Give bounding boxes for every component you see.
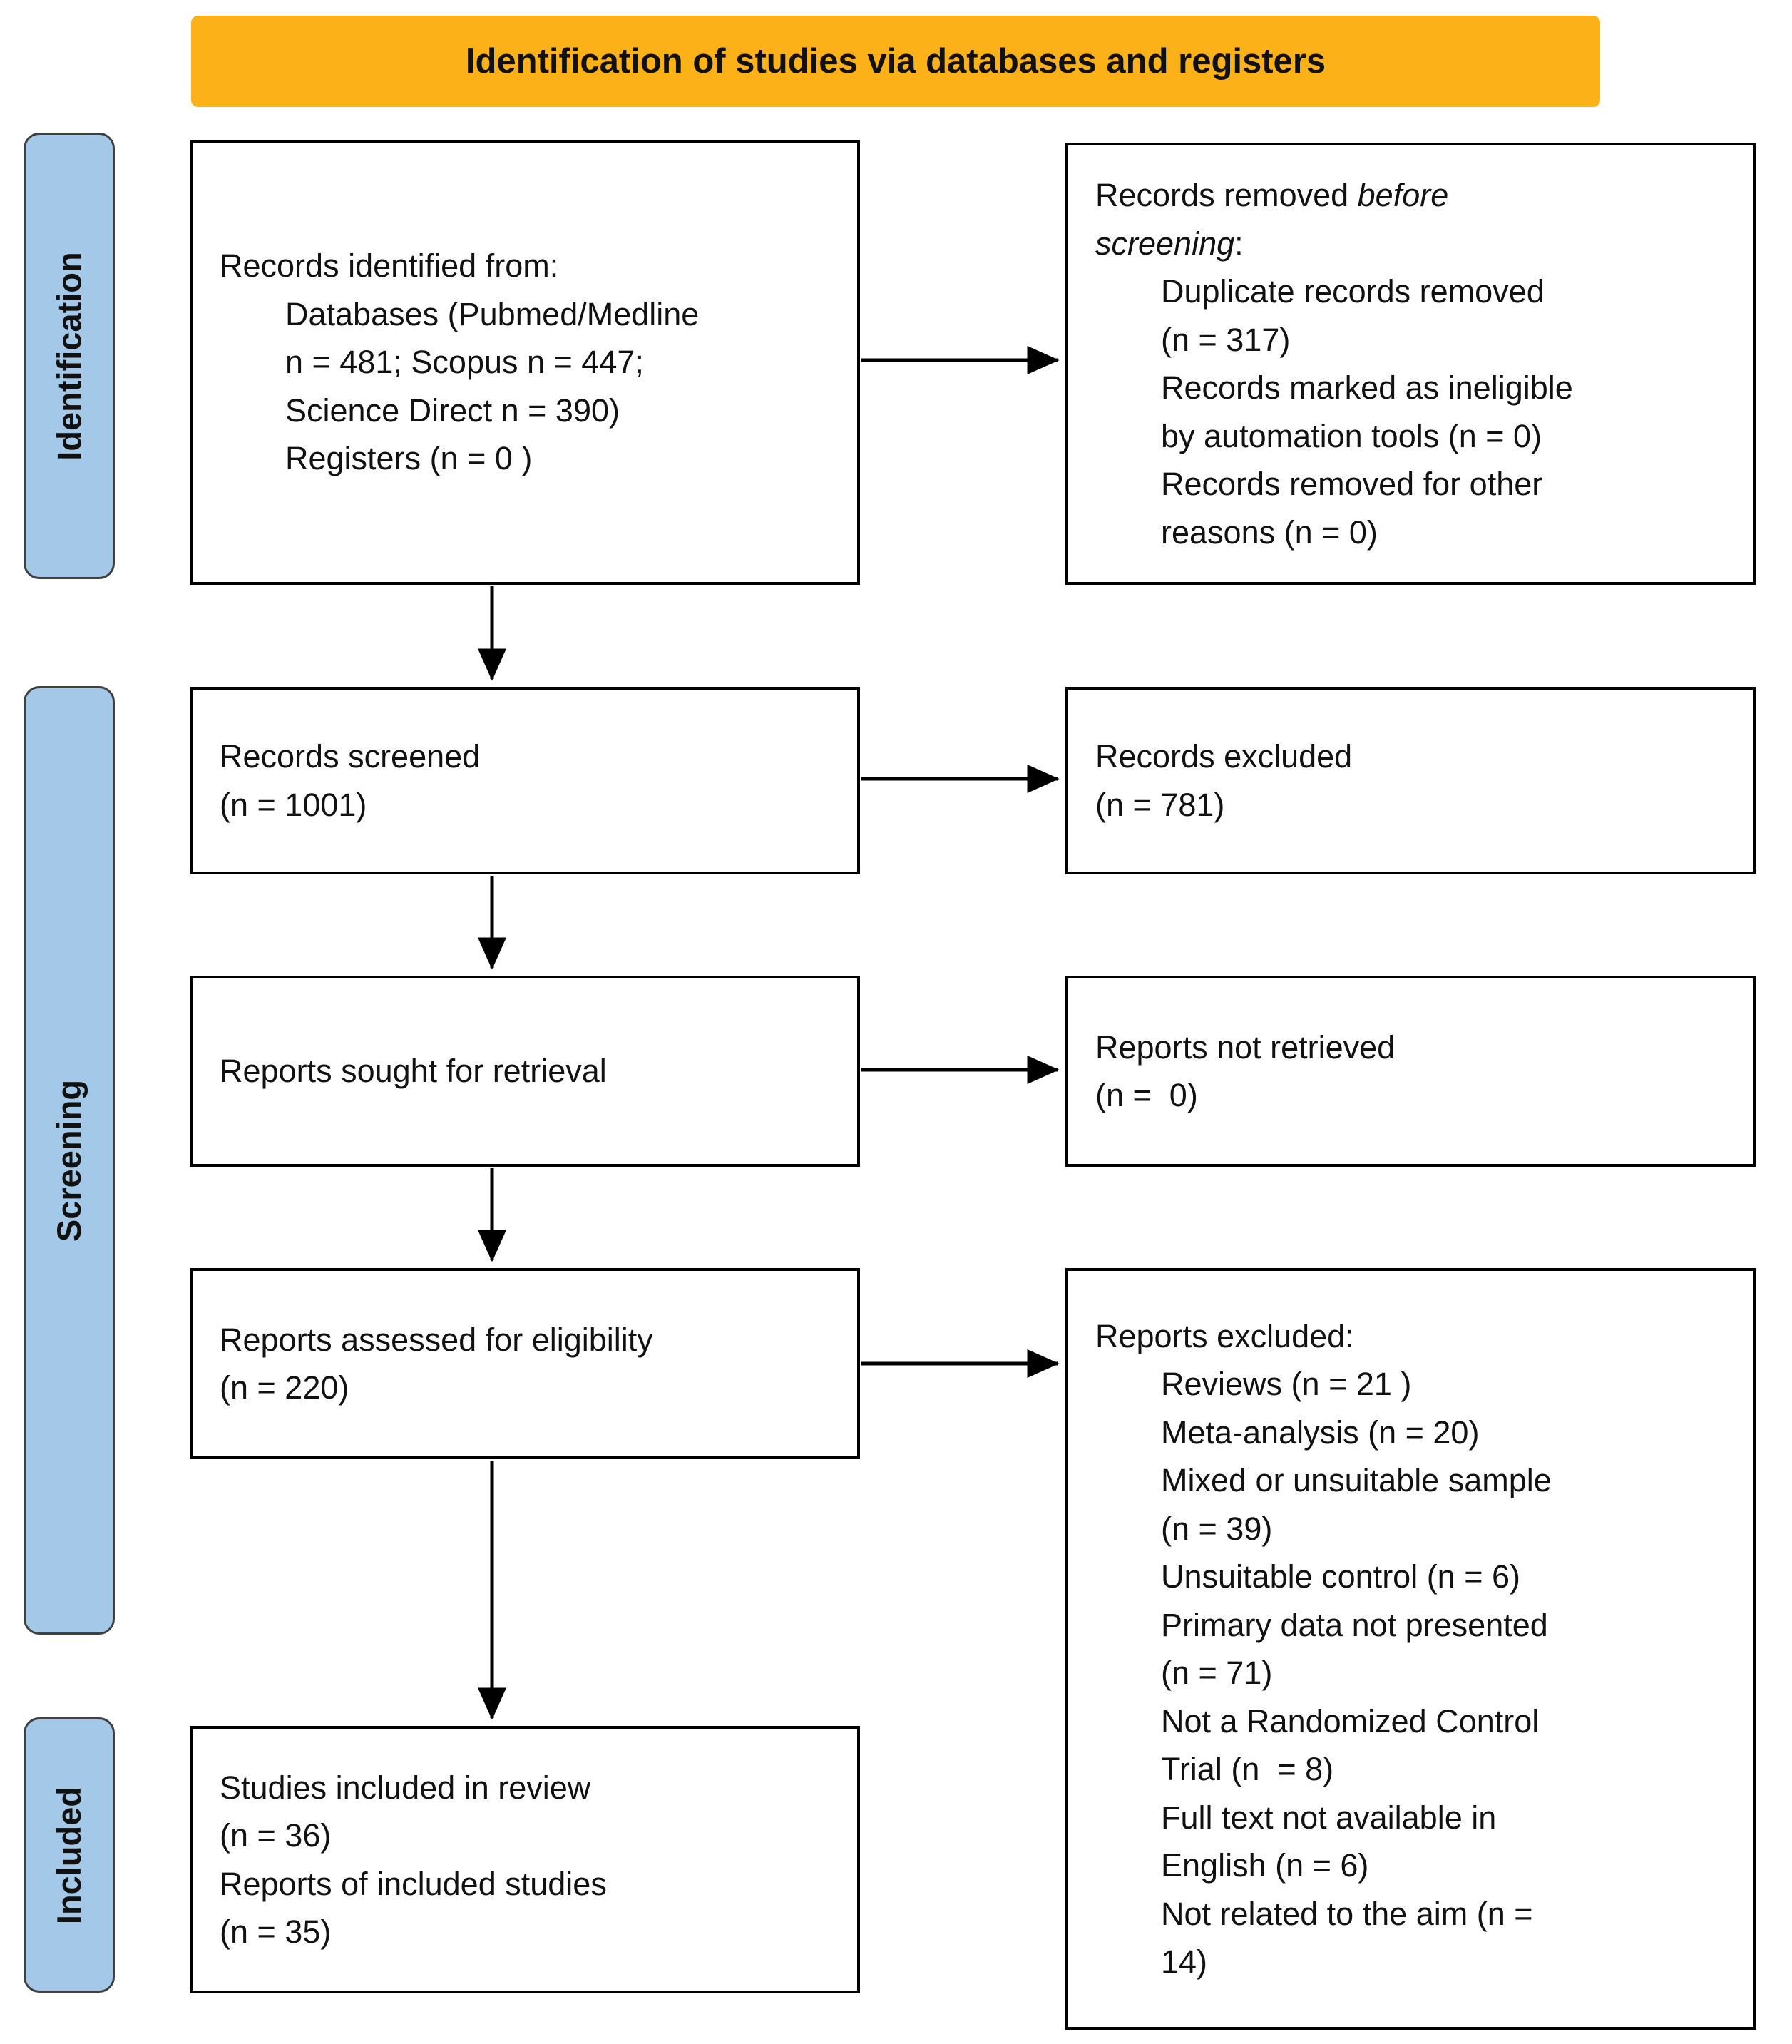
text-line: (n = 781) [1095,786,1225,823]
text-line: (n = 220) [220,1369,349,1406]
text-line: Records screened [220,738,481,775]
text-line: Trial (n = 8) [1161,1751,1334,1787]
text-line: Records identified from: [220,247,559,285]
text-line: Full text not available in [1161,1799,1497,1836]
stage-label-included [24,1717,115,1993]
text-line: Records removed before [1095,177,1449,213]
text-line: Reports excluded: [1095,1317,1354,1354]
text-line: Duplicate records removed [1161,273,1545,310]
text-line: Reports of included studies [220,1865,607,1902]
box-studies-included-in-review [190,1726,860,1993]
text-line: (n = 36) [220,1817,332,1854]
text-line: Databases (Pubmed/Medline [285,295,700,332]
text-line: Science Direct n = 390) [285,392,620,429]
box-reports-not-retrieved [1065,976,1756,1167]
text-line: Records removed for other [1161,466,1543,502]
text-line: n = 481; Scopus n = 447; [285,344,644,381]
text-line: Not a Randomized Control [1161,1702,1540,1739]
banner-title: Identification of studies via databases and registers [465,42,1326,81]
text-line: Meta-analysis (n = 20) [1161,1414,1480,1451]
text-line: (n = 35) [220,1913,332,1950]
text-line: Records excluded [1095,738,1353,775]
stage-label-text: Included [50,1786,88,1924]
text-line: Reviews (n = 21 ) [1161,1366,1412,1402]
text-line: (n = 317) [1161,321,1291,358]
text-line: by automation tools (n = 0) [1161,417,1542,454]
text-line: Reports not retrieved [1095,1028,1396,1066]
box-records-removed-before-screening [1065,143,1756,585]
stage-label-screening [24,686,115,1635]
text-line: (n = 39) [1161,1510,1273,1547]
box-reports-sought-for-retrieval [190,976,860,1167]
text-line: (n = 1001) [220,786,367,823]
text-line: Records marked as ineligible [1161,369,1573,406]
text-line: Not related to the aim (n = [1161,1895,1533,1932]
stage-label-text: Identification [50,251,88,461]
banner [191,16,1600,107]
text-line: (n = 0) [1095,1077,1198,1113]
box-records-screened [190,687,860,874]
text-line: reasons (n = 0) [1161,513,1378,551]
text-line: Reports sought for retrieval [220,1053,607,1090]
text-line: Reports assessed for eligibility [220,1321,653,1358]
text-line: (n = 71) [1161,1655,1273,1691]
text-line: 14) [1161,1943,1208,1980]
box-reports-excluded [1065,1268,1756,2030]
text-line: Registers (n = 0 ) [285,440,533,477]
box-reports-assessed-for-eligibility [190,1268,860,1459]
text-line: English (n = 6) [1161,1847,1369,1884]
text-line: Primary data not presented [1161,1606,1548,1643]
stage-label-text: Screening [50,1079,88,1242]
box-records-excluded [1065,687,1756,874]
text-line: Unsuitable control (n = 6) [1161,1558,1521,1595]
stage-label-identification [24,133,115,579]
text-line: Studies included in review [220,1769,591,1806]
text-line: screening: [1095,225,1244,262]
text-line: Mixed or unsuitable sample [1161,1462,1552,1498]
box-records-identified [190,140,860,585]
